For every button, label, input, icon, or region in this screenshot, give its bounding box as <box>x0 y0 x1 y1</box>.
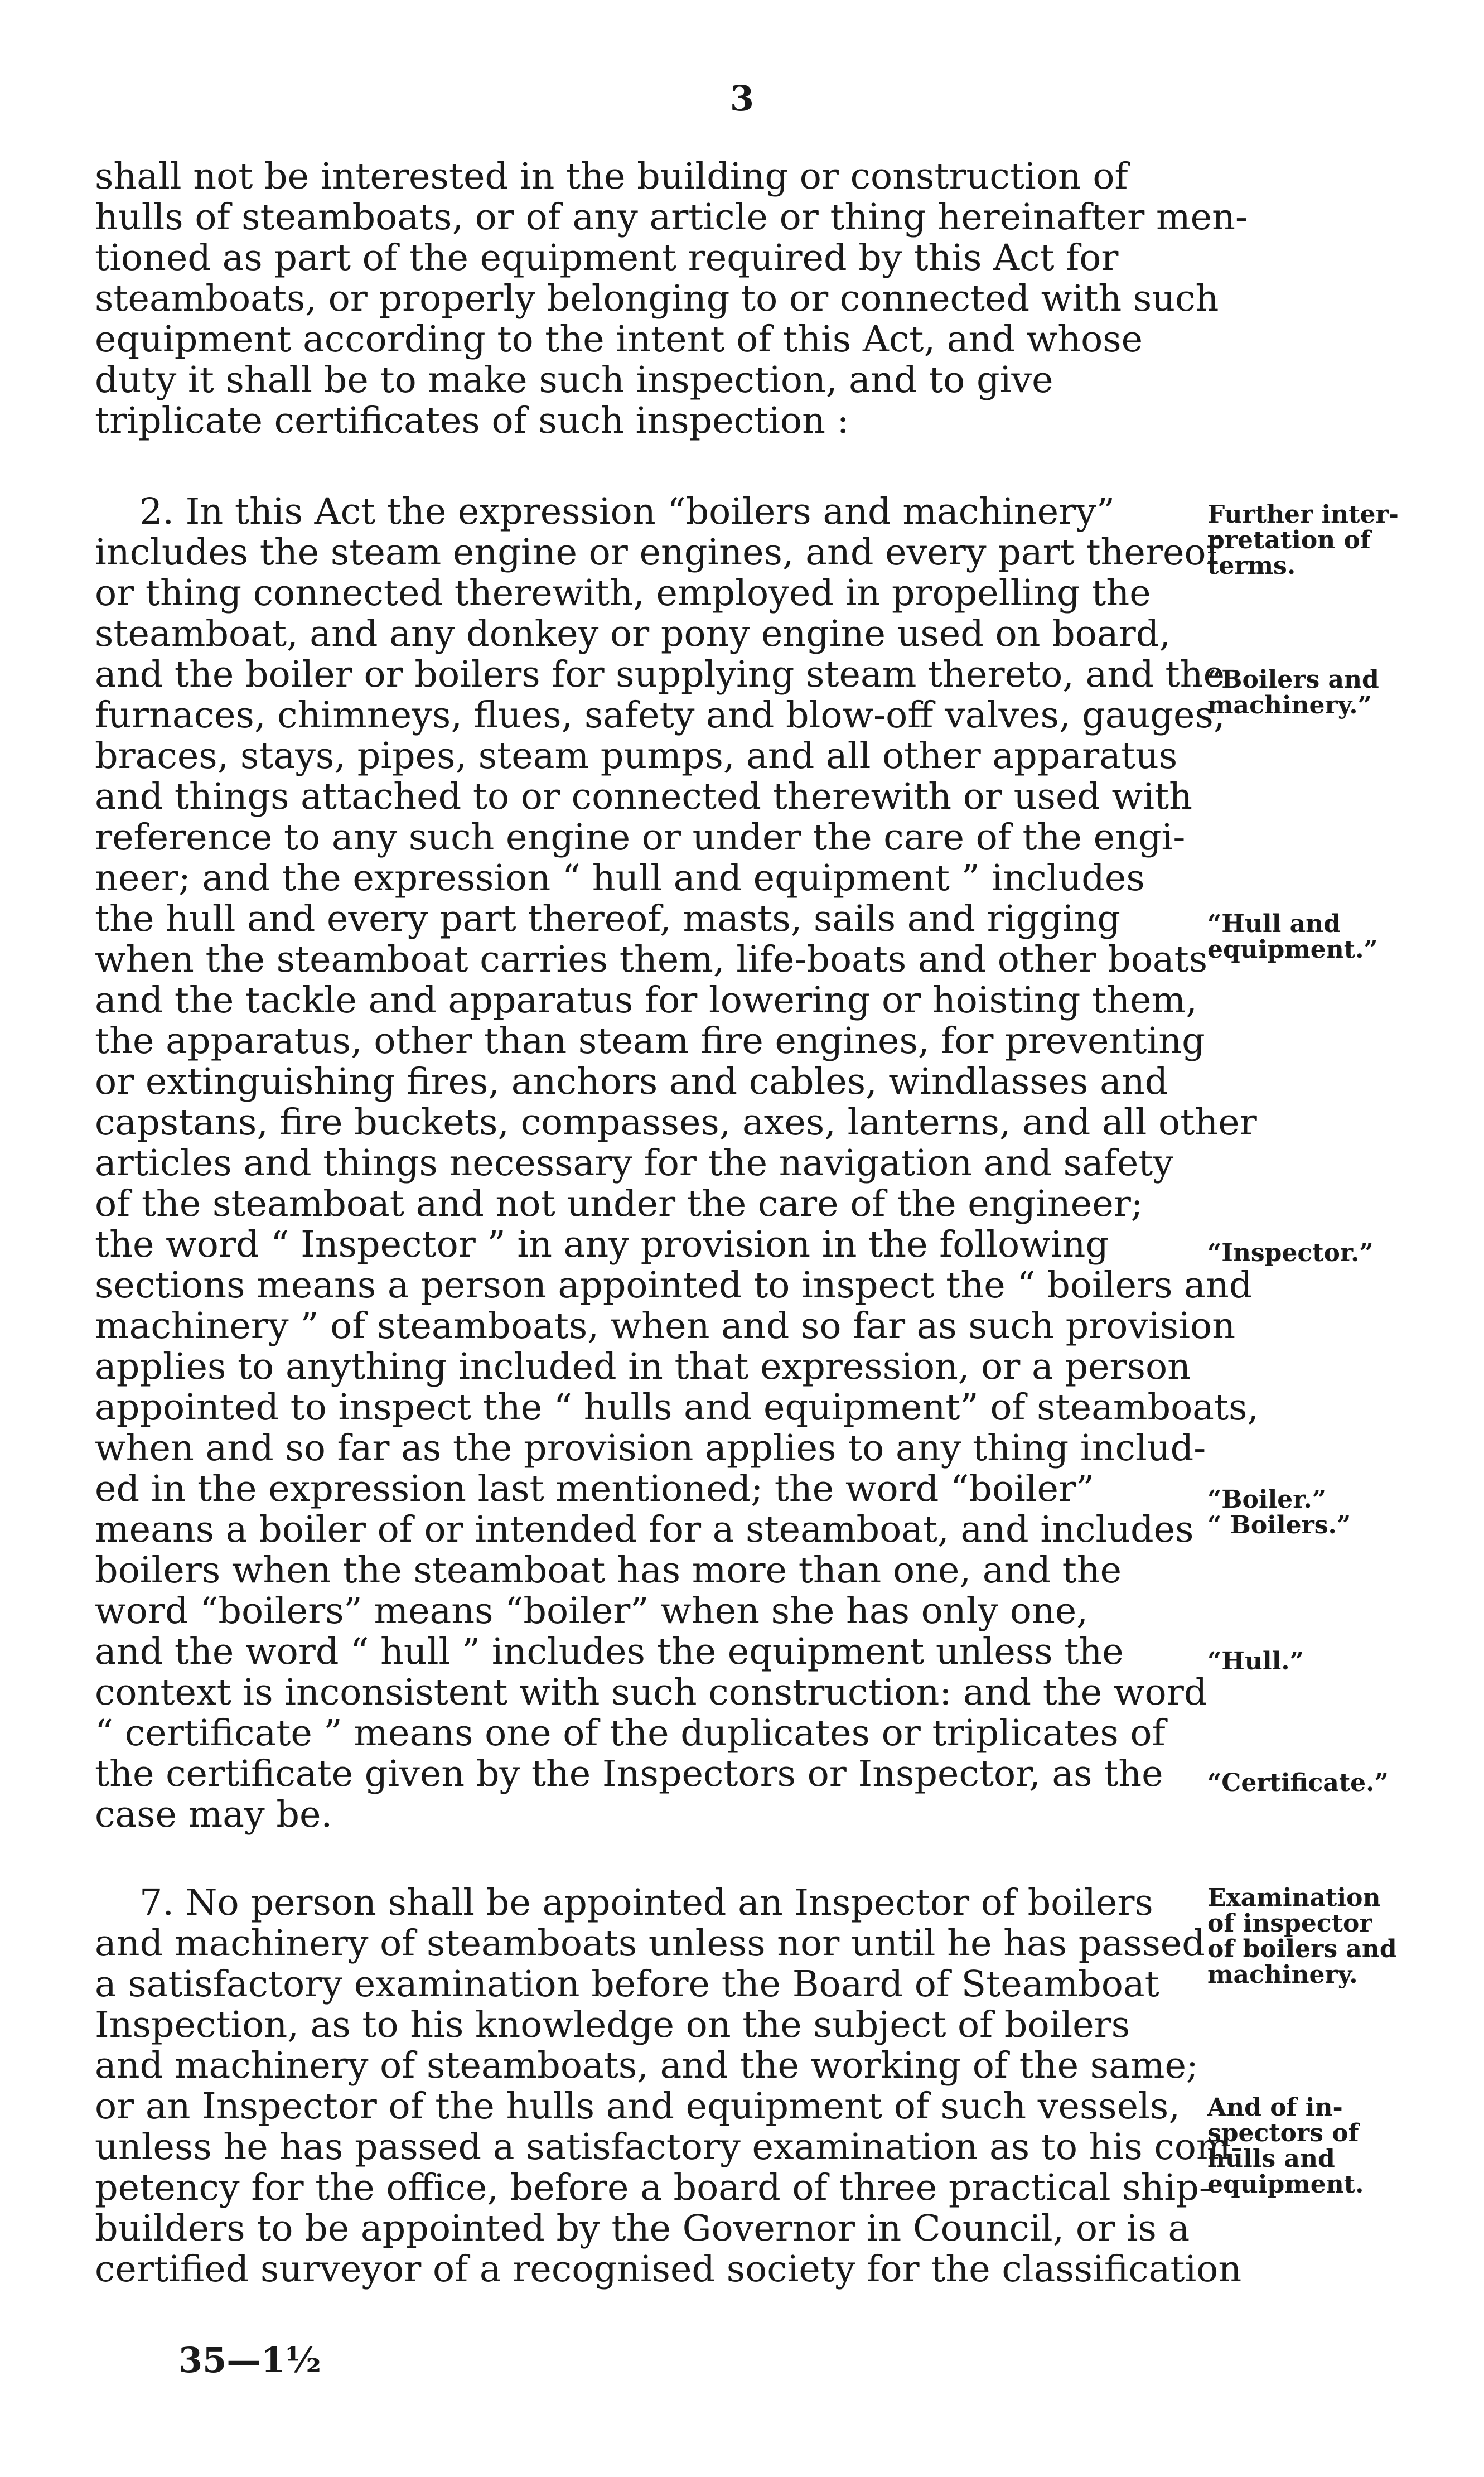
text-line: and the word “ hull ” includes the equipment unless the <box>95 1631 1124 1673</box>
text-line: means a boiler of or intended for a steamboat, and includes <box>95 1509 1194 1551</box>
text-line: “ certificate ” means one of the duplicates or triplicates of <box>95 1712 1166 1754</box>
text-line: machinery ” of steamboats, when and so far as such provision <box>95 1305 1236 1347</box>
text-line: articles and things necessary for the navigation and safety <box>95 1142 1174 1184</box>
text-line: when and so far as the provision applies to any thing includ- <box>95 1427 1206 1469</box>
text-line: tioned as part of the equipment required by this Act for <box>95 237 1119 279</box>
text-line: of the steamboat and not under the care of the engineer; <box>95 1183 1143 1225</box>
text-line: or extinguishing fires, anchors and cables, windlasses and <box>95 1061 1168 1103</box>
text-line: and things attached to or connected therewith or used with <box>95 776 1192 818</box>
text-line: when the steamboat carries them, life-boats and other boats <box>95 939 1208 981</box>
text-line: builders to be appointed by the Governor in Council, or is a <box>95 2208 1190 2249</box>
text-line: steamboat, and any donkey or pony engine used on board, <box>95 613 1171 655</box>
margin-note-boiler: “Boiler.” “ Boilers.” <box>1207 1485 1351 1539</box>
text-line: duty it shall be to make such inspection, and to give <box>95 359 1053 401</box>
text-line: the hull and every part thereof, masts, sails and rigging <box>95 898 1120 940</box>
text-line: Inspection, as to his knowledge on the subject of boilers <box>95 2004 1130 2046</box>
text-line: hulls of steamboats, or of any article or thing hereinafter men- <box>95 196 1248 238</box>
paragraph-gap <box>95 1835 1188 1882</box>
margin-note-hull-and-equipment: “Hull and equipment.” <box>1207 910 1378 964</box>
text-line: furnaces, chimneys, flues, safety and blow-off valves, gauges, <box>95 694 1225 736</box>
text-line: case may be. <box>95 1794 333 1836</box>
text-line: unless he has passed a satisfactory examination as to his com- <box>95 2126 1243 2168</box>
page-number: 3 <box>729 78 755 119</box>
text-line: or thing connected therewith, employed in propelling the <box>95 572 1151 614</box>
text-line: and machinery of steamboats, and the working of the same; <box>95 2045 1198 2087</box>
text-line: appointed to inspect the “ hulls and equipment” of steamboats, <box>95 1387 1259 1428</box>
body-text <box>95 156 1259 2290</box>
text-line: and machinery of steamboats unless nor until he has passed <box>95 1923 1205 1964</box>
text-line: the word “ Inspector ” in any provision in the following <box>95 1224 1109 1266</box>
text-line: includes the steam engine or engines, and every part thereof <box>95 532 1220 573</box>
text-line: a satisfactory examination before the Board of Steamboat <box>95 1963 1159 2005</box>
text-line: shall not be interested in the building or construction of <box>95 156 1128 197</box>
text-line: the apparatus, other than steam fire engines, for preventing <box>95 1020 1205 1062</box>
text-line: braces, stays, pipes, steam pumps, and all other apparatus <box>95 735 1178 777</box>
margin-note-inspectors-hulls: And of in- spectors of hulls and equipment. <box>1207 2093 1364 2199</box>
text-line: or an Inspector of the hulls and equipment of such vessels, <box>95 2085 1180 2127</box>
text-line: reference to any such engine or under the care of the engi- <box>95 817 1186 858</box>
margin-note-hull: “Hull.” <box>1207 1647 1304 1676</box>
text-line: context is inconsistent with such construction: and the word <box>95 1672 1207 1713</box>
section-2-heading-line: 2. In this Act the expression “boilers and machinery” <box>139 491 1115 533</box>
text-line: petency for the office, before a board of three practical ship- <box>95 2167 1211 2209</box>
section-7-heading-line: 7. No person shall be appointed an Inspector of boilers <box>139 1882 1153 1924</box>
text-line: neer; and the expression “ hull and equipment ” includes <box>95 857 1145 899</box>
text-line: steamboats, or properly belonging to or connected with such <box>95 278 1219 320</box>
text-line: applies to anything included in that expression, or a person <box>95 1346 1191 1388</box>
paragraph-gap <box>95 441 1188 491</box>
margin-note-inspector: “Inspector.” <box>1207 1239 1374 1267</box>
text-line: boilers when the steamboat has more than one, and the <box>95 1549 1122 1591</box>
text-line: and the boiler or boilers for supplying steam thereto, and the <box>95 654 1225 696</box>
text-line: word “boilers” means “boiler” when she has only one, <box>95 1590 1088 1632</box>
text-line: ed in the expression last mentioned; the word “boiler” <box>95 1468 1095 1510</box>
text-line: and the tackle and apparatus for lowering or hoisting them, <box>95 979 1197 1021</box>
signature-mark: 35—1½ <box>178 2340 322 2381</box>
text-line: capstans, fire buckets, compasses, axes, lanterns, and all other <box>95 1102 1257 1143</box>
text-line: equipment according to the intent of this Act, and whose <box>95 318 1143 360</box>
margin-note-further-interpretation: Further inter- pretation of terms. <box>1207 500 1399 580</box>
margin-note-boilers-and-machinery: “Boilers and machinery.” <box>1207 665 1379 720</box>
margin-note-certificate: “Certificate.” <box>1207 1769 1389 1797</box>
text-line: triplicate certificates of such inspection : <box>95 400 849 442</box>
margin-note-examination-boilers: Examination of inspector of boilers and machinery. <box>1207 1884 1397 1989</box>
text-line: certified surveyor of a recognised society for the classification <box>95 2248 1242 2290</box>
text-line: sections means a person appointed to inspect the “ boilers and <box>95 1264 1253 1306</box>
text-line: the certificate given by the Inspectors or Inspector, as the <box>95 1753 1163 1795</box>
